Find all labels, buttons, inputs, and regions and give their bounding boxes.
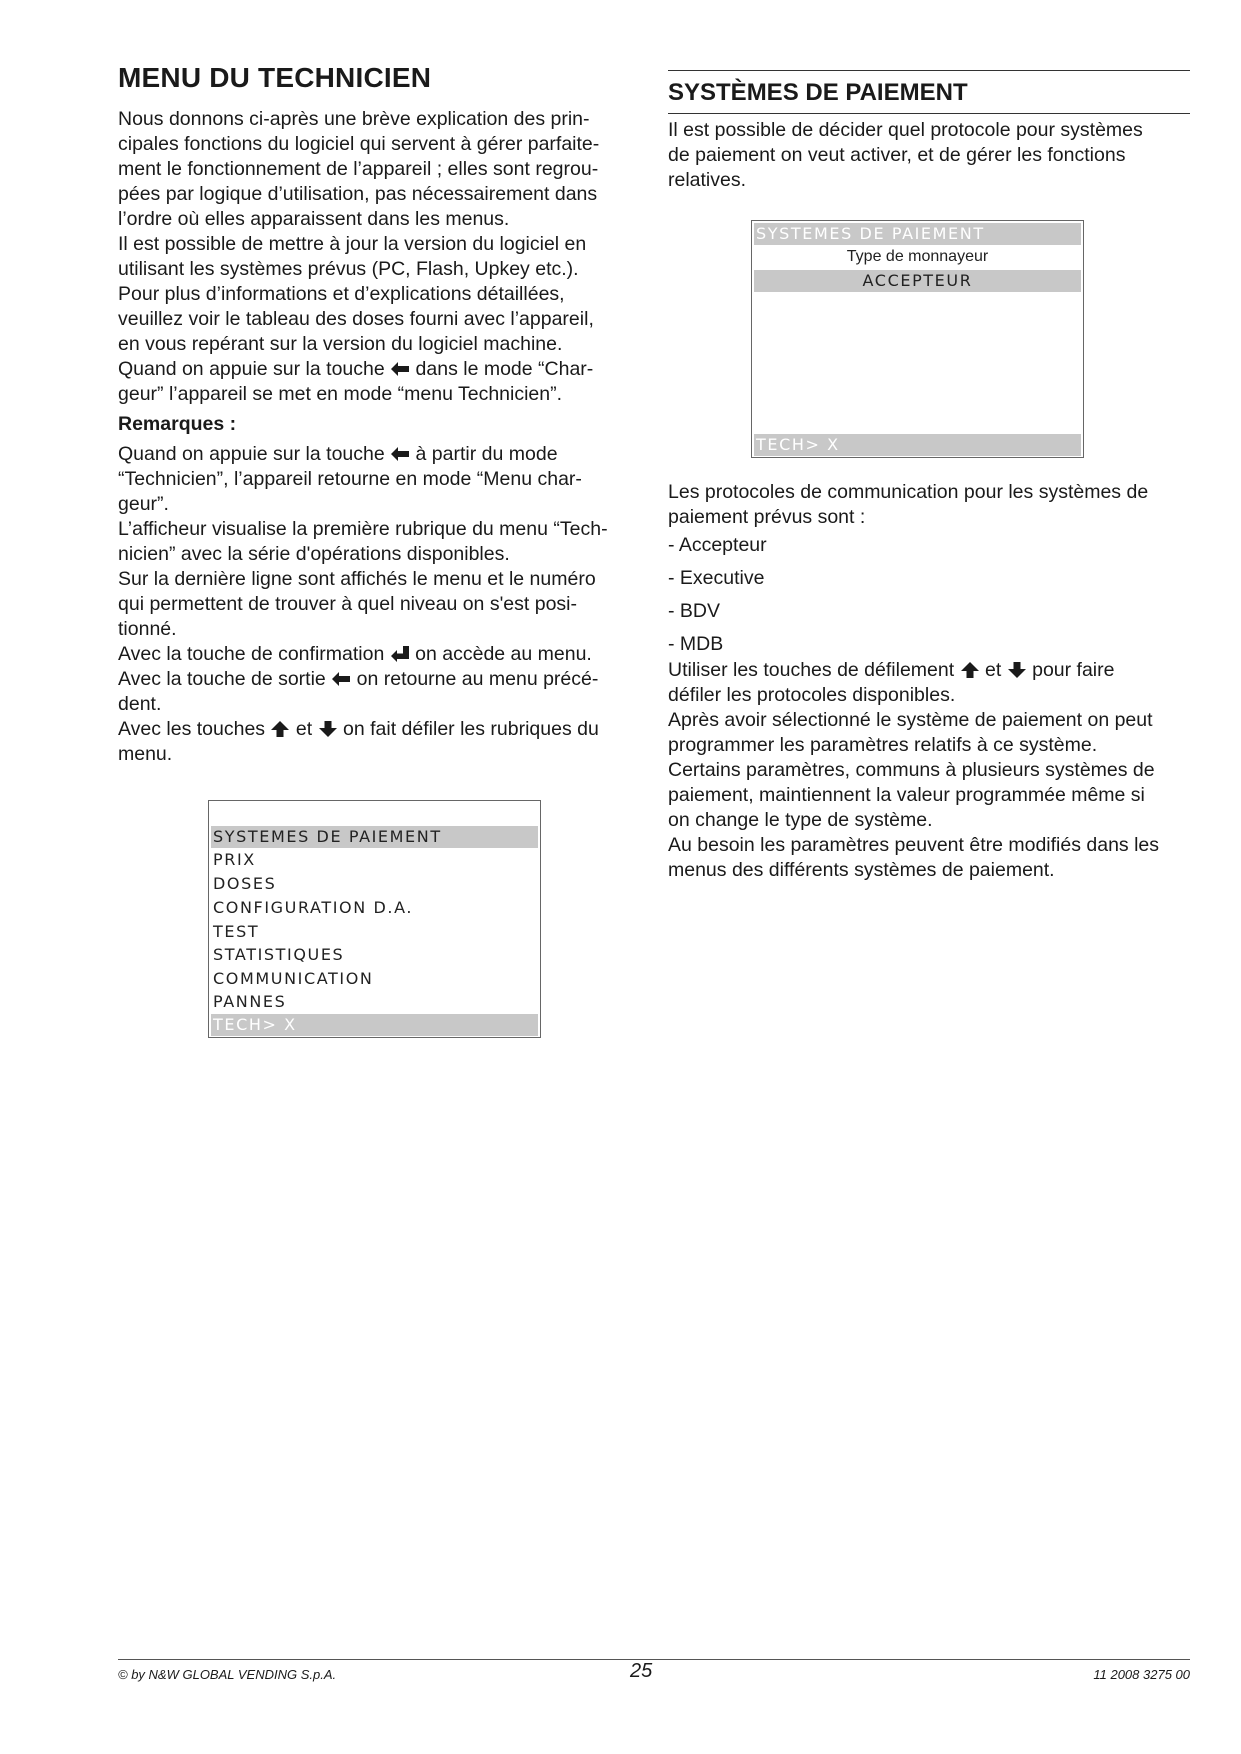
menu-item-communication[interactable]: COMMUNICATION [213,969,374,988]
back-arrow-icon [390,445,410,463]
text-line: Certains paramètres, communs à plusieurs systèmes de [668,759,1155,781]
text-fragment: Quand on appuie sur la touche [118,443,385,465]
text-line: paiement prévus sont : [668,506,866,528]
protocols-intro-paragraph [668,480,1190,530]
text-fragment: dans le mode “Char- [415,358,594,380]
right-column [668,70,1190,883]
text-line [118,442,632,467]
left-column [118,62,632,767]
text-fragment: Avec les touches [118,718,266,740]
text-line: menus des différents systèmes de paiement. [668,859,1055,881]
text-line: “Technicien”, l’appareil retourne en mode “Menu char- [118,468,582,490]
menu-item-payment-systems[interactable]: SYSTEMES DE PAIEMENT [211,826,538,848]
arrow-down-icon [1007,661,1027,679]
status-bar: TECH> X [754,434,1081,456]
text-line: relatives. [668,169,747,191]
text-line: Sur la dernière ligne sont affichés le menu et le numéro [118,568,596,590]
footer-copyright: © by N&W GLOBAL VENDING S.p.A. [118,1667,337,1682]
status-bar: TECH> X [211,1014,538,1036]
text-line: L’afficheur visualise la première rubrique du menu “Tech- [118,518,608,540]
text-line: geur” l’appareil se met en mode “menu Technicien”. [118,383,563,405]
text-line: Les protocoles de communication pour les systèmes de [668,481,1149,503]
text-line: menu. [118,743,173,765]
arrow-up-icon [270,720,290,738]
arrow-down-icon [318,720,338,738]
section-title-payment-systems: SYSTÈMES DE PAIEMENT [668,71,1190,114]
protocol-list [668,534,1190,656]
intro-paragraph [118,107,632,407]
payment-system-display [751,220,1084,458]
enter-arrow-icon [390,645,410,663]
menu-item-configuration[interactable]: CONFIGURATION D.A. [213,898,414,917]
technician-menu-display [208,800,541,1038]
text-line: geur”. [118,493,169,515]
text-fragment: on accède au menu. [415,643,592,665]
text-line: Il est possible de mettre à jour la version du logiciel en [118,233,587,255]
text-fragment: on fait défiler les rubriques du [343,718,599,740]
text-line: Il est possible de décider quel protocole pour systèmes [668,119,1143,141]
text-fragment: et [295,718,313,740]
menu-item-doses[interactable]: DOSES [213,874,277,893]
text-line: paiement, maintiennent la valeur programmée même si [668,784,1145,806]
menu-item-prices[interactable]: PRIX [213,850,256,869]
list-item: - Executive [668,567,765,589]
text-line: Pour plus d’informations et d’explications détaillées, [118,283,565,305]
list-item: - MDB [668,633,724,655]
text-line [668,658,1190,683]
page-number: 25 [630,1660,653,1682]
text-line: utilisant les systèmes prévus (PC, Flash, Upkey etc.). [118,258,579,280]
payment-intro-paragraph [668,118,1190,193]
menu-item-statistics[interactable]: STATISTIQUES [213,945,345,964]
text-fragment: on retourne au menu précé- [356,668,599,690]
text-line: ment le fonctionnement de l’appareil ; elles sont regrou- [118,158,599,180]
text-fragment: Utiliser les touches de défilement [668,659,955,681]
text-line: on change le type de système. [668,809,933,831]
text-line: veuillez voir le tableau des doses fourni avec l’appareil, [118,308,594,330]
text-line [118,717,632,742]
coin-mechanism-label: Type de monnayeur [846,248,989,265]
text-line: cipales fonctions du logiciel qui servent à gérer parfaite- [118,133,600,155]
text-line: en vous repérant sur la version du logiciel machine. [118,333,563,355]
coin-mechanism-value[interactable]: ACCEPTEUR [754,270,1081,292]
arrow-up-icon [960,661,980,679]
text-line: l’ordre où elles apparaissent dans les menus. [118,208,510,230]
text-fragment: Quand on appuie sur la touche [118,358,385,380]
text-line: Nous donnons ci-après une brève explication des prin- [118,108,590,130]
back-arrow-icon [390,360,410,378]
protocols-outro-paragraph [668,658,1190,883]
menu-item-faults[interactable]: PANNES [213,992,287,1011]
text-fragment: Avec la touche de confirmation [118,643,385,665]
text-line [118,667,632,692]
text-line: nicien” avec la série d'opérations disponibles. [118,543,510,565]
text-line: dent. [118,693,162,715]
text-fragment: Avec la touche de sortie [118,668,326,690]
list-item: - Accepteur [668,534,767,556]
text-fragment: et [984,659,1002,681]
text-line [118,642,632,667]
text-fragment: à partir du mode [415,443,558,465]
back-arrow-icon [331,670,351,688]
footer-rule [118,1659,1190,1660]
text-line: pées par logique d’utilisation, pas nécessairement dans [118,183,598,205]
text-line: tionné. [118,618,177,640]
document-code: 11 2008 3275 00 [1093,1667,1190,1682]
remarks-heading: Remarques : [118,413,237,435]
menu-item-test[interactable]: TEST [213,922,260,941]
screen-header: SYSTEMES DE PAIEMENT [754,223,1081,245]
text-line: de paiement on veut activer, et de gérer les fonctions [668,144,1126,166]
text-line [118,357,632,382]
text-line: défiler les protocoles disponibles. [668,684,956,706]
text-fragment: pour faire [1032,659,1115,681]
text-line: programmer les paramètres relatifs à ce système. [668,734,1098,756]
remarks-paragraph [118,442,632,767]
section-title-technician-menu: MENU DU TECHNICIEN [118,62,432,93]
list-item: - BDV [668,600,721,622]
text-line: Au besoin les paramètres peuvent être modifiés dans les [668,834,1160,856]
text-line: qui permettent de trouver à quel niveau on s'est posi- [118,593,577,615]
text-line: Après avoir sélectionné le système de paiement on peut [668,709,1153,731]
